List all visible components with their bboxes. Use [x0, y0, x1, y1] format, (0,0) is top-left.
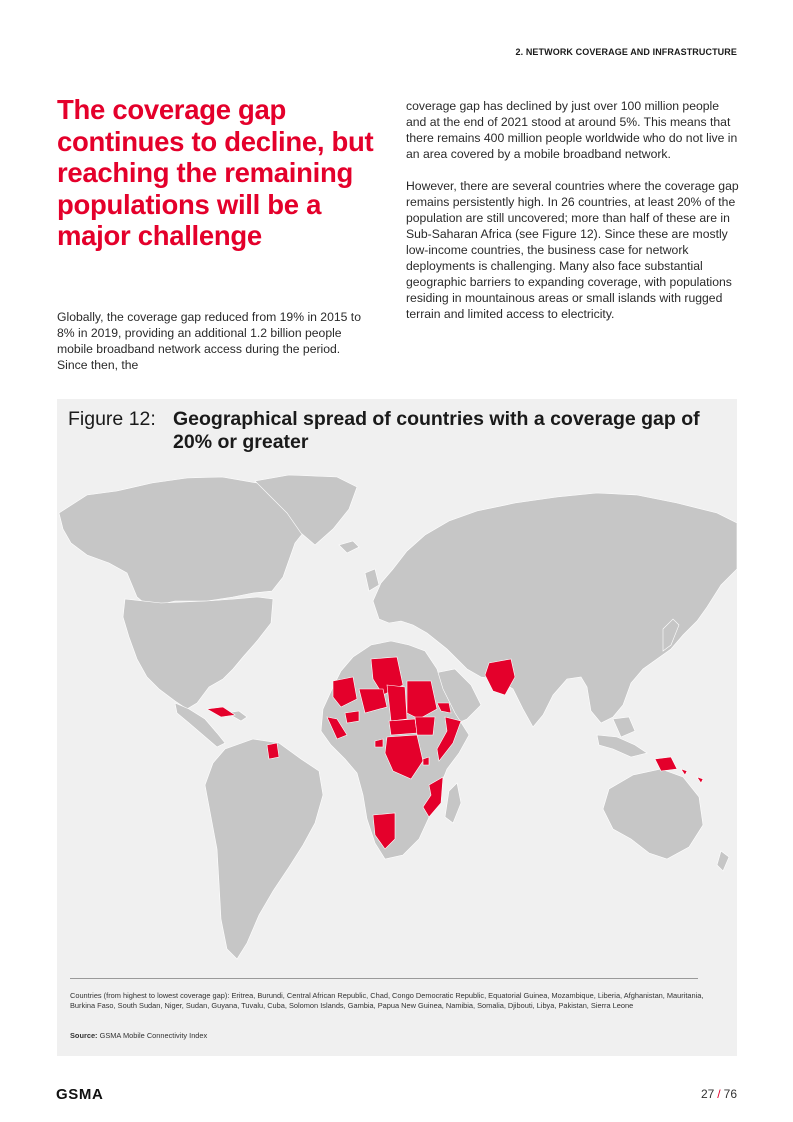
land-iceland [339, 541, 359, 553]
source-label: Source: [70, 1031, 98, 1040]
figure-divider [70, 978, 698, 979]
right-paragraph-2: However, there are several countries where the coverage gap remains persistently high. In 26 countries, at least 20% of the population are still uncovered; more than half of these are in Sub-Saharan Africa (see Figure 12). Since these are mostly low-income countries, the business case for network deployments is challenging. Many also face substantial geographic barriers to expanding coverage, with populations residing in mountainous areas or small islands with rugged terrain and limited access to electricity. [406, 179, 739, 321]
land-madagascar [445, 783, 461, 823]
highlight-cuba [207, 707, 235, 717]
source-text: GSMA Mobile Connectivity Index [99, 1031, 208, 1040]
highlight-south-sudan [415, 717, 435, 735]
page-number [701, 1087, 737, 1101]
land-uk [365, 569, 379, 591]
land-north-america-south [123, 597, 273, 709]
figure-source [70, 1031, 207, 1040]
highlight-central-african-republic [389, 719, 417, 735]
world-map [57, 473, 737, 973]
intro-paragraph: Globally, the coverage gap reduced from 19% in 2015 to 8% in 2019, providing an additional 1.2 billion people mobile broadband network access during the period. Since then, the [57, 310, 361, 372]
highlight-papua-new-guinea [655, 757, 677, 771]
figure-title-text: Geographical spread of countries with a coverage gap of 20% or greater [173, 408, 700, 453]
figure-number: Figure 12: [68, 408, 156, 430]
highlight-guyana [267, 743, 279, 759]
total-pages: 76 [723, 1087, 737, 1101]
land-australia [603, 769, 703, 859]
page-separator: / [717, 1087, 721, 1101]
land-south-america [205, 739, 323, 959]
land-borneo [613, 717, 635, 737]
land-indonesia [597, 735, 647, 757]
figure-panel [57, 399, 737, 1056]
gsma-logo: GSMA [56, 1086, 104, 1103]
right-paragraph-1: coverage gap has declined by just over 100 million people and at the end of 2021 stood at around 5%. This means that there remains 400 million people worldwide who do not live in an area covered by a mobile broadband network. [406, 99, 738, 161]
figure-country-note: Countries (from highest to lowest coverage gap): Eritrea, Burundi, Central African Republic, Chad, Congo Democratic Republic, Equatorial Guinea, Mozambique, Liberia, Afghanistan, Mauritania, Burkina Faso, South Sudan, Niger, Sudan, Guyana, Tuvalu, Cuba, Solomon Islands, Gambia, Papua New Guinea, Namibia, Somalia, Djibouti, Libya, Pakistan, Sierra Leone [70, 991, 704, 1010]
highlight-afghanistan-pakistan [485, 659, 515, 695]
right-column [406, 98, 741, 338]
page-headline: The coverage gap continues to decline, but reaching the remaining populations will be a major challenge [57, 94, 374, 251]
figure-title [68, 408, 728, 454]
highlight-burkina-faso [345, 711, 359, 723]
land-new-zealand [717, 851, 729, 871]
current-page: 27 [700, 1087, 715, 1101]
section-label: 2. NETWORK COVERAGE AND INFRASTRUCTURE [515, 47, 737, 57]
